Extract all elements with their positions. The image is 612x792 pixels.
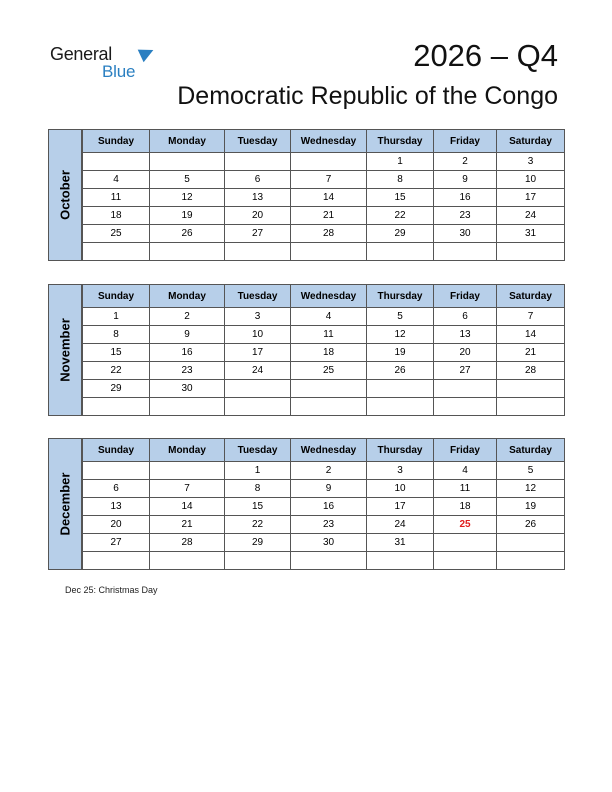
day-cell: 14 xyxy=(150,498,225,516)
day-cell: 8 xyxy=(225,480,291,498)
empty-day-cell xyxy=(225,153,291,171)
day-cell: 18 xyxy=(434,498,497,516)
weekday-header: Sunday xyxy=(83,285,150,308)
month-table xyxy=(82,438,565,570)
week-row xyxy=(83,516,565,534)
empty-day-cell xyxy=(434,534,497,552)
empty-day-cell xyxy=(367,380,434,398)
empty-day-cell xyxy=(497,552,565,570)
day-cell: 29 xyxy=(367,225,434,243)
weekday-header: Sunday xyxy=(83,439,150,462)
day-cell: 2 xyxy=(291,462,367,480)
month-name: November xyxy=(57,318,73,382)
week-row xyxy=(83,398,565,416)
empty-day-cell xyxy=(434,552,497,570)
day-cell: 20 xyxy=(225,207,291,225)
day-cell: 17 xyxy=(367,498,434,516)
day-cell: 3 xyxy=(497,153,565,171)
empty-day-cell xyxy=(497,243,565,261)
day-cell: 27 xyxy=(434,362,497,380)
empty-day-cell xyxy=(150,462,225,480)
weekday-header-row xyxy=(83,439,565,462)
empty-day-cell xyxy=(497,380,565,398)
day-cell: 11 xyxy=(83,189,150,207)
day-cell: 6 xyxy=(83,480,150,498)
week-row xyxy=(83,243,565,261)
day-cell: 28 xyxy=(150,534,225,552)
day-cell: 5 xyxy=(497,462,565,480)
day-cell: 22 xyxy=(83,362,150,380)
week-row xyxy=(83,344,565,362)
empty-day-cell xyxy=(83,552,150,570)
day-cell: 9 xyxy=(291,480,367,498)
page-title-country: Democratic Republic of the Congo xyxy=(177,82,558,110)
weekday-header: Monday xyxy=(150,439,225,462)
week-row xyxy=(83,308,565,326)
week-row xyxy=(83,326,565,344)
day-cell: 14 xyxy=(291,189,367,207)
week-row xyxy=(83,534,565,552)
week-row xyxy=(83,462,565,480)
day-cell: 10 xyxy=(225,326,291,344)
day-cell: 20 xyxy=(434,344,497,362)
page-title-year: 2026 – Q4 xyxy=(413,38,558,73)
day-cell: 5 xyxy=(367,308,434,326)
weekday-header-row xyxy=(83,285,565,308)
day-cell: 22 xyxy=(367,207,434,225)
day-cell: 3 xyxy=(225,308,291,326)
day-cell: 8 xyxy=(83,326,150,344)
day-cell: 9 xyxy=(150,326,225,344)
month-label xyxy=(48,284,82,416)
day-cell: 29 xyxy=(83,380,150,398)
day-cell: 6 xyxy=(225,171,291,189)
empty-day-cell xyxy=(291,153,367,171)
day-cell: 7 xyxy=(150,480,225,498)
day-cell: 30 xyxy=(291,534,367,552)
day-cell: 27 xyxy=(83,534,150,552)
weekday-header: Saturday xyxy=(497,439,565,462)
day-cell: 5 xyxy=(150,171,225,189)
empty-day-cell xyxy=(497,534,565,552)
day-cell: 1 xyxy=(367,153,434,171)
day-cell: 15 xyxy=(225,498,291,516)
day-cell: 18 xyxy=(291,344,367,362)
week-row xyxy=(83,225,565,243)
weekday-header-row xyxy=(83,130,565,153)
day-cell: 25 xyxy=(83,225,150,243)
empty-day-cell xyxy=(83,153,150,171)
month-name: October xyxy=(57,170,73,220)
weekday-header: Thursday xyxy=(367,439,434,462)
empty-day-cell xyxy=(150,552,225,570)
month-label xyxy=(48,438,82,570)
weekday-header: Saturday xyxy=(497,285,565,308)
day-cell: 12 xyxy=(150,189,225,207)
day-cell: 23 xyxy=(434,207,497,225)
weekday-header: Tuesday xyxy=(225,130,291,153)
empty-day-cell xyxy=(291,380,367,398)
empty-day-cell xyxy=(291,552,367,570)
empty-day-cell xyxy=(434,380,497,398)
logo-blue-text: Blue xyxy=(102,62,136,81)
logo-general-text: General xyxy=(50,44,112,64)
day-cell: 4 xyxy=(291,308,367,326)
empty-day-cell xyxy=(150,243,225,261)
day-cell: 8 xyxy=(367,171,434,189)
day-cell: 23 xyxy=(291,516,367,534)
empty-day-cell xyxy=(225,243,291,261)
month-label xyxy=(48,129,82,261)
week-row xyxy=(83,480,565,498)
day-cell: 15 xyxy=(83,344,150,362)
empty-day-cell xyxy=(83,462,150,480)
day-cell: 11 xyxy=(434,480,497,498)
week-row xyxy=(83,362,565,380)
day-cell: 25 xyxy=(434,516,497,534)
empty-day-cell xyxy=(291,243,367,261)
empty-day-cell xyxy=(434,398,497,416)
day-cell: 28 xyxy=(497,362,565,380)
day-cell: 3 xyxy=(367,462,434,480)
day-cell: 6 xyxy=(434,308,497,326)
day-cell: 18 xyxy=(83,207,150,225)
day-cell: 27 xyxy=(225,225,291,243)
day-cell: 22 xyxy=(225,516,291,534)
week-row xyxy=(83,552,565,570)
empty-day-cell xyxy=(225,380,291,398)
day-cell: 2 xyxy=(434,153,497,171)
empty-day-cell xyxy=(367,398,434,416)
week-row xyxy=(83,380,565,398)
holiday-note: Dec 25: Christmas Day xyxy=(65,585,158,595)
day-cell: 30 xyxy=(150,380,225,398)
empty-day-cell xyxy=(367,243,434,261)
day-cell: 12 xyxy=(497,480,565,498)
day-cell: 20 xyxy=(83,516,150,534)
day-cell: 16 xyxy=(150,344,225,362)
day-cell: 1 xyxy=(83,308,150,326)
day-cell: 1 xyxy=(225,462,291,480)
empty-day-cell xyxy=(150,153,225,171)
weekday-header: Saturday xyxy=(497,130,565,153)
empty-day-cell xyxy=(83,243,150,261)
week-row xyxy=(83,171,565,189)
day-cell: 4 xyxy=(434,462,497,480)
day-cell: 14 xyxy=(497,326,565,344)
day-cell: 19 xyxy=(150,207,225,225)
empty-day-cell xyxy=(434,243,497,261)
empty-day-cell xyxy=(367,552,434,570)
day-cell: 19 xyxy=(367,344,434,362)
empty-day-cell xyxy=(83,398,150,416)
day-cell: 29 xyxy=(225,534,291,552)
week-row xyxy=(83,189,565,207)
weekday-header: Thursday xyxy=(367,285,434,308)
weekday-header: Wednesday xyxy=(291,439,367,462)
weekday-header: Wednesday xyxy=(291,285,367,308)
weekday-header: Friday xyxy=(434,130,497,153)
day-cell: 26 xyxy=(367,362,434,380)
empty-day-cell xyxy=(225,552,291,570)
weekday-header: Monday xyxy=(150,130,225,153)
day-cell: 31 xyxy=(367,534,434,552)
month-name: December xyxy=(57,472,73,536)
weekday-header: Monday xyxy=(150,285,225,308)
empty-day-cell xyxy=(150,398,225,416)
day-cell: 17 xyxy=(497,189,565,207)
generalblue-logo xyxy=(50,44,150,84)
day-cell: 2 xyxy=(150,308,225,326)
logo-triangle-icon xyxy=(138,44,157,63)
weekday-header: Friday xyxy=(434,439,497,462)
day-cell: 10 xyxy=(367,480,434,498)
weekday-header: Friday xyxy=(434,285,497,308)
day-cell: 28 xyxy=(291,225,367,243)
day-cell: 26 xyxy=(497,516,565,534)
week-row xyxy=(83,153,565,171)
day-cell: 31 xyxy=(497,225,565,243)
day-cell: 11 xyxy=(291,326,367,344)
day-cell: 15 xyxy=(367,189,434,207)
day-cell: 24 xyxy=(497,207,565,225)
day-cell: 21 xyxy=(150,516,225,534)
day-cell: 9 xyxy=(434,171,497,189)
empty-day-cell xyxy=(225,398,291,416)
day-cell: 17 xyxy=(225,344,291,362)
day-cell: 30 xyxy=(434,225,497,243)
day-cell: 19 xyxy=(497,498,565,516)
weekday-header: Wednesday xyxy=(291,130,367,153)
day-cell: 21 xyxy=(497,344,565,362)
empty-day-cell xyxy=(291,398,367,416)
weekday-header: Thursday xyxy=(367,130,434,153)
day-cell: 7 xyxy=(291,171,367,189)
day-cell: 24 xyxy=(367,516,434,534)
day-cell: 13 xyxy=(225,189,291,207)
day-cell: 10 xyxy=(497,171,565,189)
day-cell: 21 xyxy=(291,207,367,225)
day-cell: 7 xyxy=(497,308,565,326)
day-cell: 23 xyxy=(150,362,225,380)
empty-day-cell xyxy=(497,398,565,416)
day-cell: 16 xyxy=(434,189,497,207)
weekday-header: Tuesday xyxy=(225,439,291,462)
weekday-header: Sunday xyxy=(83,130,150,153)
day-cell: 24 xyxy=(225,362,291,380)
day-cell: 13 xyxy=(83,498,150,516)
weekday-header: Tuesday xyxy=(225,285,291,308)
month-table xyxy=(82,129,565,261)
day-cell: 16 xyxy=(291,498,367,516)
day-cell: 26 xyxy=(150,225,225,243)
day-cell: 13 xyxy=(434,326,497,344)
week-row xyxy=(83,498,565,516)
week-row xyxy=(83,207,565,225)
month-table xyxy=(82,284,565,416)
day-cell: 25 xyxy=(291,362,367,380)
day-cell: 12 xyxy=(367,326,434,344)
day-cell: 4 xyxy=(83,171,150,189)
